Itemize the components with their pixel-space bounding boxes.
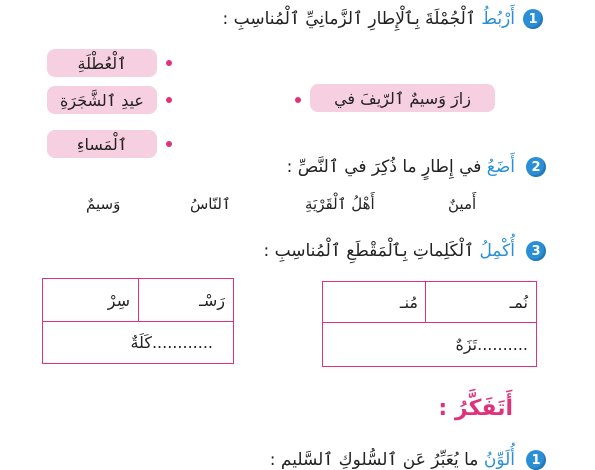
table-right-r2[interactable]: ..........تَزَهٌ [455, 335, 528, 354]
word-2[interactable]: أَهْلُ ٱلْقَرْيَةِ [305, 195, 375, 213]
option-pill-1[interactable] [47, 49, 157, 77]
think-heading: أَتَفَكَّرُ : [438, 396, 513, 421]
table-left-r1c2[interactable]: سِرْ [107, 290, 130, 310]
option-pill-2[interactable] [47, 86, 157, 114]
option-pill-3[interactable] [47, 130, 157, 158]
exercise-1-verb: أَرْبُطُ [481, 9, 515, 29]
option-dot-1[interactable] [166, 60, 172, 66]
table-left-r2[interactable]: ............كَلَةٌ [130, 333, 213, 352]
exercise-2-instruction [287, 156, 515, 177]
option-label-3: ٱلْمَساءِ [76, 134, 128, 154]
exercise-4-verb: أُلَوِّنُ [483, 450, 515, 470]
sentence-label: زارَ وَسيمٌ ٱلرّيفَ في [334, 88, 471, 108]
exercise-2-number: 2 [526, 157, 546, 177]
option-label-2: عيدِ ٱلشَّجَرَةِ [60, 90, 144, 110]
exercise-4-instruction [270, 449, 515, 470]
exercise-1-number: 1 [523, 9, 543, 29]
exercise-3-number: 3 [526, 241, 546, 261]
exercise-2-text: في إِطارٍ ما ذُكِرَ في ٱلنَّصِّ : [286, 157, 487, 177]
option-dot-2[interactable] [166, 97, 172, 103]
word-1[interactable]: أَمينٌ [448, 195, 477, 213]
table-left-row-2 [43, 322, 233, 363]
exercise-4-text: ما يُعَبِّرُ عَنِ ٱلسُّلوكِ ٱلسَّليمِ : [269, 450, 484, 470]
word-3[interactable]: ٱلنّاسُ [190, 195, 231, 213]
exercise-2-verb: أَضَعُ [486, 157, 515, 177]
table-left-row-1 [43, 279, 233, 322]
table-right-row-1 [323, 282, 536, 323]
option-dot-3[interactable] [166, 141, 172, 147]
exercise-1-instruction [223, 8, 515, 29]
word-4[interactable]: وَسيمٌ [86, 195, 121, 213]
exercise-3-instruction [263, 240, 515, 261]
table-right-divider [425, 282, 426, 322]
exercise-3-verb: أُكْمِلُ [479, 241, 515, 261]
exercise-3-text: ٱلْكَلِماتِ بِٱلْمَقْطَعِ ٱلْمُناسِبِ : [263, 241, 480, 261]
syllable-table-right [322, 281, 537, 367]
sentence-dot[interactable] [295, 97, 301, 103]
table-right-r1c2[interactable]: مُنـ [399, 292, 418, 312]
syllable-table-left [42, 278, 234, 364]
table-right-r1c1[interactable]: نُمـ [509, 292, 528, 312]
sentence-pill [310, 84, 495, 112]
exercise-4-number: 1 [526, 450, 546, 470]
table-left-r1c1[interactable]: رَسْـ [199, 290, 225, 310]
table-left-divider [138, 279, 139, 321]
table-right-row-2 [323, 323, 536, 366]
option-label-1: ٱلْعُطْلَةِ [77, 53, 127, 73]
exercise-1-text: ٱلْجُمْلَةَ بِٱلْإِطارِ ٱلزَّمانِيِّ ٱلْمُناسِبِ : [222, 9, 482, 29]
